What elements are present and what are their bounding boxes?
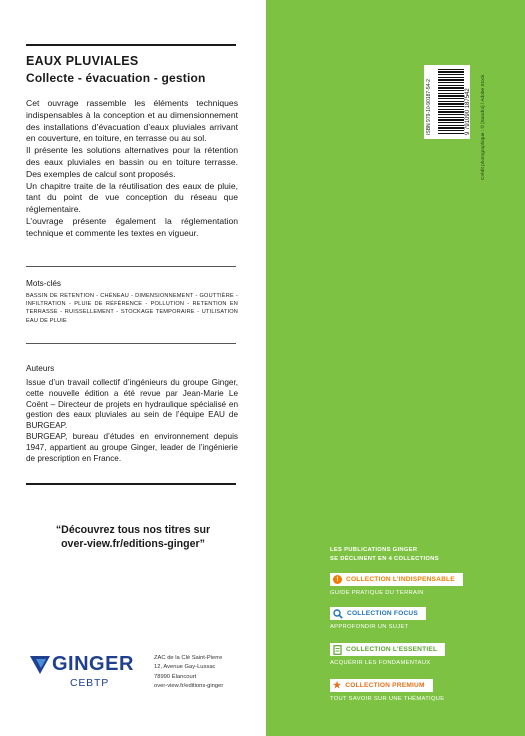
keywords-label: Mots-clés: [26, 279, 62, 288]
authors-paragraph: BURGEAP, bureau d’études en environnement depuis 1947, appartient au groupe Ginger, leader de l’ingénierie de prescription en France.: [26, 431, 238, 463]
ginger-logo-mark-icon: [30, 656, 50, 674]
address-line: 78990 Élancourt: [154, 673, 197, 680]
authors-paragraph: Issue d’un travail collectif d’ingénieurs du groupe Ginger, cette nouvelle édition a été revue par Jean-Marie Le Coënt – Directeur de projets en hydraulique spécialisé en gestion des eaux pluviales au sein de l’équipe EAU de BURGEAP.: [26, 378, 238, 431]
description-paragraph: Un chapitre traite de la réutilisation des eaux de pluie, tant du point de vue conception du réseau que réglementaire.: [26, 180, 238, 215]
book-subtitle: Collecte - évacuation - gestion: [26, 71, 206, 85]
collection-label: COLLECTION L’ESSENTIEL: [346, 646, 438, 653]
isbn-barcode: [424, 65, 470, 139]
barcode-number: 9 791090 187542: [465, 88, 471, 135]
barcode-bars: [438, 69, 464, 135]
photo-credit: Crédit photographique : © [Sandro] / Adobe Stock: [481, 74, 486, 180]
cta-link[interactable]: over-view.fr/editions-ginger”: [61, 538, 205, 550]
collection-description: ACQUÉRIR LES FONDAMENTAUX: [330, 660, 431, 666]
exclamation-icon: !: [333, 575, 342, 584]
collection-focus-badge: [330, 607, 426, 620]
address-line: 12, Avenue Gay-Lussac: [154, 664, 216, 671]
isbn-text: ISBN 979-10-90187-54-2: [426, 79, 432, 135]
cta-line: “Découvrez tous nos titres sur: [55, 524, 211, 536]
collection-indispensable-badge: [330, 573, 463, 586]
description-paragraph: Cet ouvrage rassemble les éléments techniques indispensables à la conception et au dimensionnement des installations d’évacuation d’eaux pluviales arrivant en couverture, en toiture, en terrasse ou au sol.: [26, 98, 238, 144]
collection-premium-badge: [330, 679, 433, 692]
collection-description: GUIDE PRATIQUE DU TERRAIN: [330, 590, 424, 596]
description-paragraph: Il présente les solutions alternatives pour la rétention des eaux pluviales en bassin ou en toiture terrasse. Des exemples de calcul sont proposés.: [26, 145, 238, 179]
logo-sub-text: CEBTP: [70, 677, 110, 689]
publisher-address: [154, 654, 223, 692]
collection-label: COLLECTION PREMIUM: [345, 682, 425, 689]
keywords-divider: [26, 266, 236, 267]
collections-heading-line: LES PUBLICATIONS GINGER: [330, 547, 418, 553]
collections-heading: [330, 546, 439, 563]
authors-label: Auteurs: [26, 364, 55, 373]
magnifier-icon: [333, 609, 343, 619]
address-link[interactable]: over-view.fr/editions-ginger: [154, 683, 224, 690]
address-line: ZAC de la Clé Saint-Pierre: [154, 655, 223, 661]
keywords-list: BASSIN DE RETENTION - CHÉNEAU - DIMENSIONNEMENT - GOUTTIÈRE - INFILTRATION - PLUIE DE RÉFÉRENCE - POLLUTION - RETENTION EN TERRASSE - RUISSELLEMENT - STOCKAGE TEMPORAIRE - UTILISATION EAU DE PLUIE: [26, 293, 238, 324]
catalog-call-to-action: [20, 523, 246, 551]
authors-divider: [26, 343, 236, 344]
ginger-cebtp-logo: [30, 655, 148, 695]
book-description: [26, 98, 238, 240]
collection-description: APPROFONDIR UN SUJET: [330, 624, 409, 630]
description-paragraph: L’ouvrage présente également la réglementation technique et commente les textes en vigueur.: [26, 215, 238, 238]
top-divider: [26, 44, 236, 46]
star-icon: ★: [333, 680, 342, 690]
collection-label: COLLECTION L’INDISPENSABLE: [346, 576, 455, 583]
book-title: EAUX PLUVIALES: [26, 54, 139, 68]
collection-essentiel-badge: [330, 643, 445, 656]
logo-main-text: GINGER: [52, 653, 134, 675]
doc-icon: [333, 645, 342, 655]
collection-description: TOUT SAVOIR SUR UNE THÉMATIQUE: [330, 696, 445, 702]
collection-label: COLLECTION FOCUS: [347, 610, 418, 617]
bottom-divider: [26, 483, 236, 485]
collections-heading-line: SE DÉCLINENT EN 4 COLLECTIONS: [330, 555, 439, 562]
authors-text: [26, 378, 238, 464]
